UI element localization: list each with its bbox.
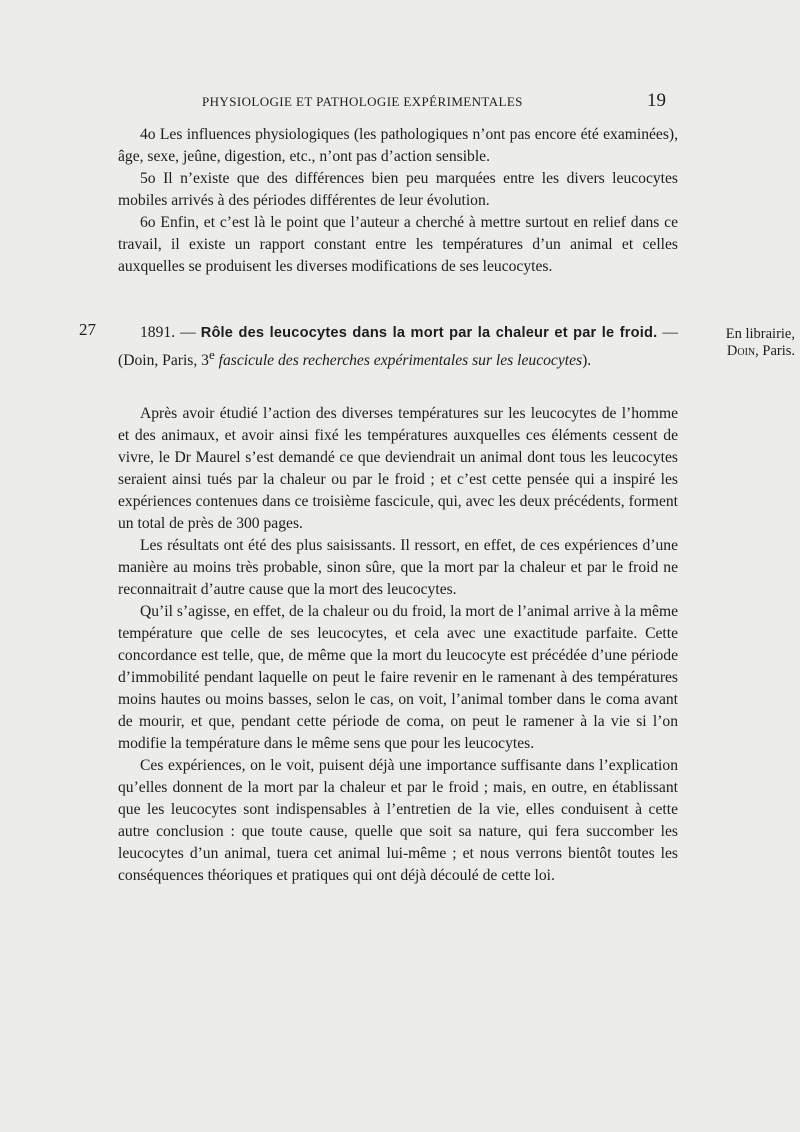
entry-summary <box>118 403 678 887</box>
entry-margin-number: 27 <box>79 320 96 339</box>
margin-note-publisher: Doin <box>726 343 756 359</box>
entry-title: Rôle des leucocytes dans la mort par la chaleur et par le froid. <box>200 325 658 341</box>
entry-publisher: — (Doin, Paris, 3 <box>118 324 679 370</box>
page-number: 19 <box>647 90 666 111</box>
numbered-conclusions <box>118 124 678 278</box>
summary-paragraph: Qu’il s’agisse, en effet, de la chaleur ou du froid, la mort de l’animal arrive à la même température que celle de ses leucocytes, et cela avec une exactitude parfaite. Cette concordance est telle, que, de même que la mort du leucocyte est précédée d’une période d’immobilité pendant laquelle on peut le faire revenir en le ramenant à des températures moins hautes ou moins basses, selon le cas, on voit, l’animal tomber dans le coma avant de mourir, et que, pendant cette période de coma, on peut le ramener à la vie si l’on modifie la température dans le même sens que pour les leucocytes. <box>118 603 678 752</box>
entry-superscript: e <box>208 347 215 362</box>
summary-paragraph: Ces expériences, on le voit, puisent déjà une importance suffisante dans l’explication qu’elles donnent de la mort par la chaleur et par le froid ; mais, en outre, en établissant que les leucocytes sont indispensables à l’entretien de la vie, elles conduisent à cette autre conclusion : que toute cause, quelle que soit sa nature, qui fera succomber les leucocytes d’un animal, tuera cet animal lui-même ; et nous verrons bientôt toutes les conséquences théoriques et pratiques qui ont déjà découlé de cette loi. <box>118 757 678 884</box>
conclusion-paragraph: 5o Il n’existe que des différences bien peu marquées entre les divers leucocytes mobiles arrivés à des périodes différentes de leur évolution. <box>118 170 678 209</box>
bibliographic-entry <box>118 322 678 372</box>
summary-paragraph: Après avoir étudié l’action des diverses températures sur les leucocytes de l’homme et des animaux, et avoir ainsi fixé les températures auxquelles ces éléments cessent de vivre, le Dr Maurel s’est demandé ce que deviendrait un animal dont tous les leucocytes seraient ainsi tués par la chaleur ou par le froid ; et c’est cette pensée qui a inspiré les expériences contenues dans ce troisième fascicule, qui, avec les deux précédents, forment un total de près de 300 pages. <box>118 405 678 532</box>
margin-note <box>700 326 795 360</box>
conclusion-paragraph: 6o Enfin, et c’est là le point que l’auteur a cherché à mettre surtout en relief dans ce travail, il existe un rapport constant entre les températures d’un animal et celles auxquelles se produisent les diverses modifications de ses leucocytes. <box>118 214 678 275</box>
running-title: PHYSIOLOGIE ET PATHOLOGIE EXPÉRIMENTALES <box>202 94 523 109</box>
entry-paragraph <box>118 322 678 372</box>
entry-year: 1891. — <box>140 324 196 341</box>
page-header <box>118 92 678 112</box>
margin-note-city: , Paris. <box>755 343 795 359</box>
summary-paragraph: Les résultats ont été des plus saisissants. Il ressort, en effet, de ces expériences d’une manière au moins très probable, sinon sûre, que la mort par la chaleur et par le froid ne reconnaitrait d’autre cause que la mort des leucocytes. <box>118 537 678 598</box>
entry-suffix: ). <box>582 352 592 370</box>
entry-series: fascicule des recherches expérimentales sur les leucocytes <box>218 352 583 370</box>
margin-note-line1: En librairie, <box>725 326 795 342</box>
conclusion-paragraph: 4o Les influences physiologiques (les pathologiques n’ont pas encore été examinées), âge, sexe, jeûne, digestion, etc., n’ont pas d’action sensible. <box>118 126 678 165</box>
